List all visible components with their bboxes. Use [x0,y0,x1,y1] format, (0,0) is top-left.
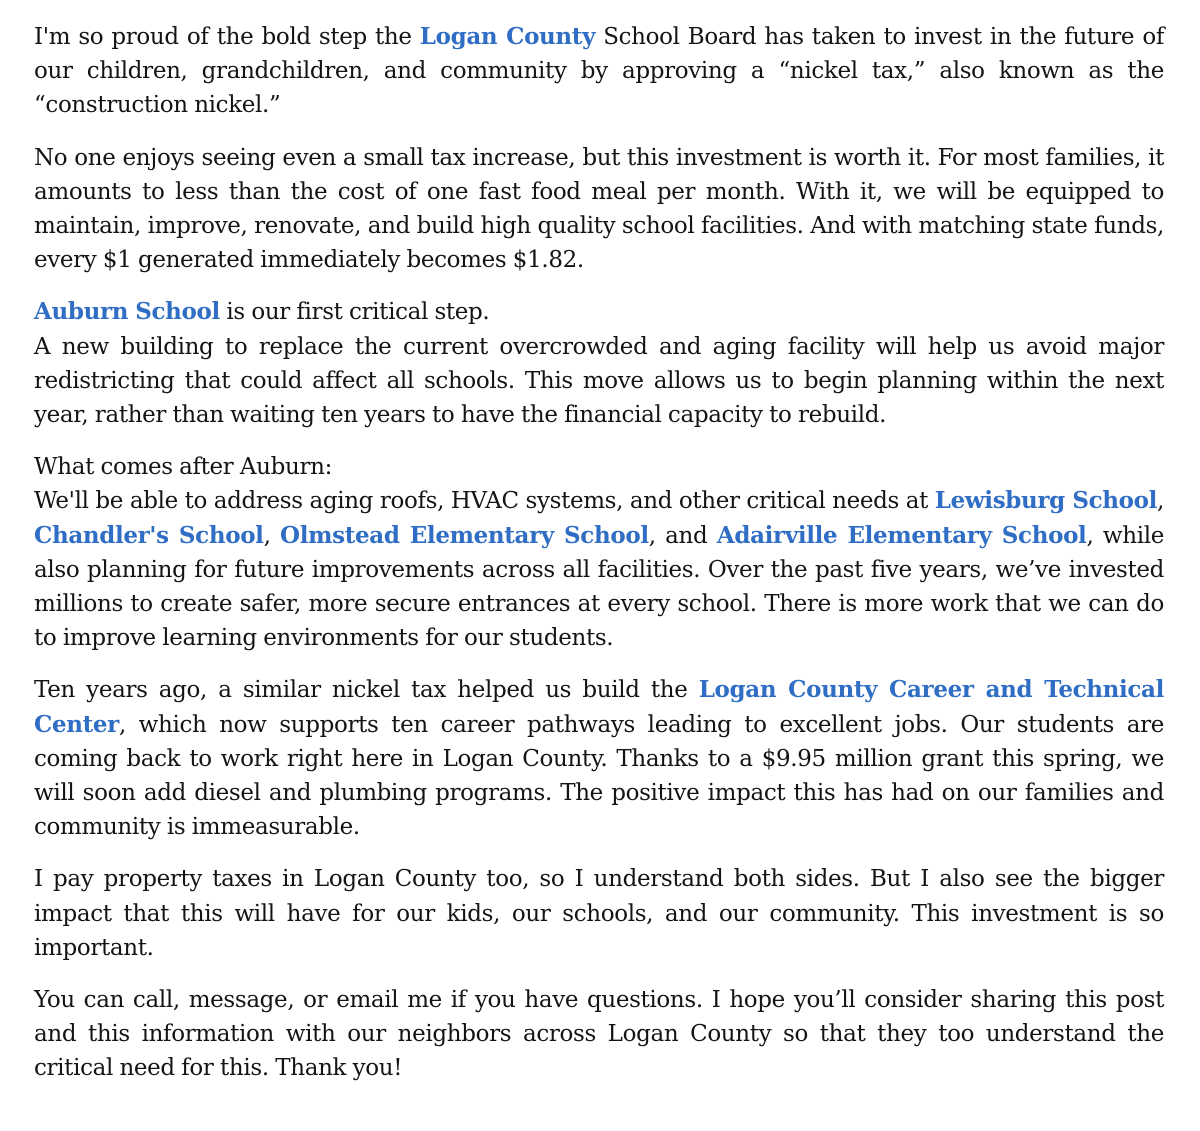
highlight-career-technical-center: Logan County Career and Technical Center [34,676,1164,738]
paragraph-text: A new building to replace the current overcrowded and aging facility will help us avoid major redistricting that could affect all schools. This move allows us to begin planning within the next year, rather than waiting ten years to have the financial capacity to rebuild. [34,333,1164,429]
paragraph-text: What comes after Auburn: [34,454,332,481]
paragraph-career-center [34,673,1164,844]
highlight-adairville-elementary: Adairville Elementary School [716,521,1087,549]
paragraph-text: , and [648,522,717,549]
highlight-chandlers-school: Chandler's School [34,521,264,549]
paragraph-text: , while also planning for future improvements across all facilities. Over the past five years, we’ve invested millions to create safer, more secure entrances at every school. There is more work that we can do to improve learning environments for our students. [34,522,1164,652]
highlight-auburn-school: Auburn School [34,298,220,326]
paragraph-auburn-heading [34,295,1164,329]
paragraph-intro [34,20,1164,123]
paragraph-text: , [1157,488,1164,515]
highlight-olmstead-elementary: Olmstead Elementary School [280,521,649,549]
paragraph-text: , which now supports ten career pathways leading to excellent jobs. Our students are coming back to work right here in Logan County. Thanks to a $9.95 million grant this spring, we will soon add diesel and plumbing programs. The positive impact this has had on our families and community is immeasurable. [34,711,1164,841]
paragraph-text: School Board has taken to invest in the future of our children, grandchildren, and community by approving a “nickel tax,” also known as the “construction nickel.” [34,24,1164,119]
highlight-lewisburg-school: Lewisburg School [934,487,1158,515]
highlight-logan-county: Logan County [419,23,596,50]
paragraph-text: You can call, message, or email me if you have questions. I hope you’ll consider sharing this post and this information with our neighbors across Logan County so that they too understand the critical need for this. Thank you! [34,987,1164,1082]
paragraph-auburn-details [34,330,1164,433]
paragraph-text: , [263,522,281,549]
paragraph-other-schools [34,484,1164,655]
paragraph-tax-cost [34,141,1164,278]
paragraph-text: I pay property taxes in Logan County too, so I understand both sides. But I also see the bigger impact that this will have for our kids, our schools, and our community. This investment is so important. [34,866,1164,961]
paragraph-after-auburn-heading [34,450,1164,484]
paragraph-text: I'm so proud of the bold step the [34,24,420,50]
paragraph-text: We'll be able to address aging roofs, HVAC systems, and other critical needs at [34,488,935,515]
paragraph-closing [34,983,1164,1086]
paragraph-text: is our first critical step. [219,299,490,326]
paragraph-text: No one enjoys seeing even a small tax increase, but this investment is worth it. For most families, it amounts to less than the cost of one fast food meal per month. With it, we will be equipped to maintain, improve, renovate, and build high quality school facilities. And with matching state funds, every $1 generated immediately becomes $1.82. [34,144,1164,274]
paragraph-property-taxes [34,862,1164,965]
paragraph-text: Ten years ago, a similar nickel tax helped us build the [34,677,699,704]
